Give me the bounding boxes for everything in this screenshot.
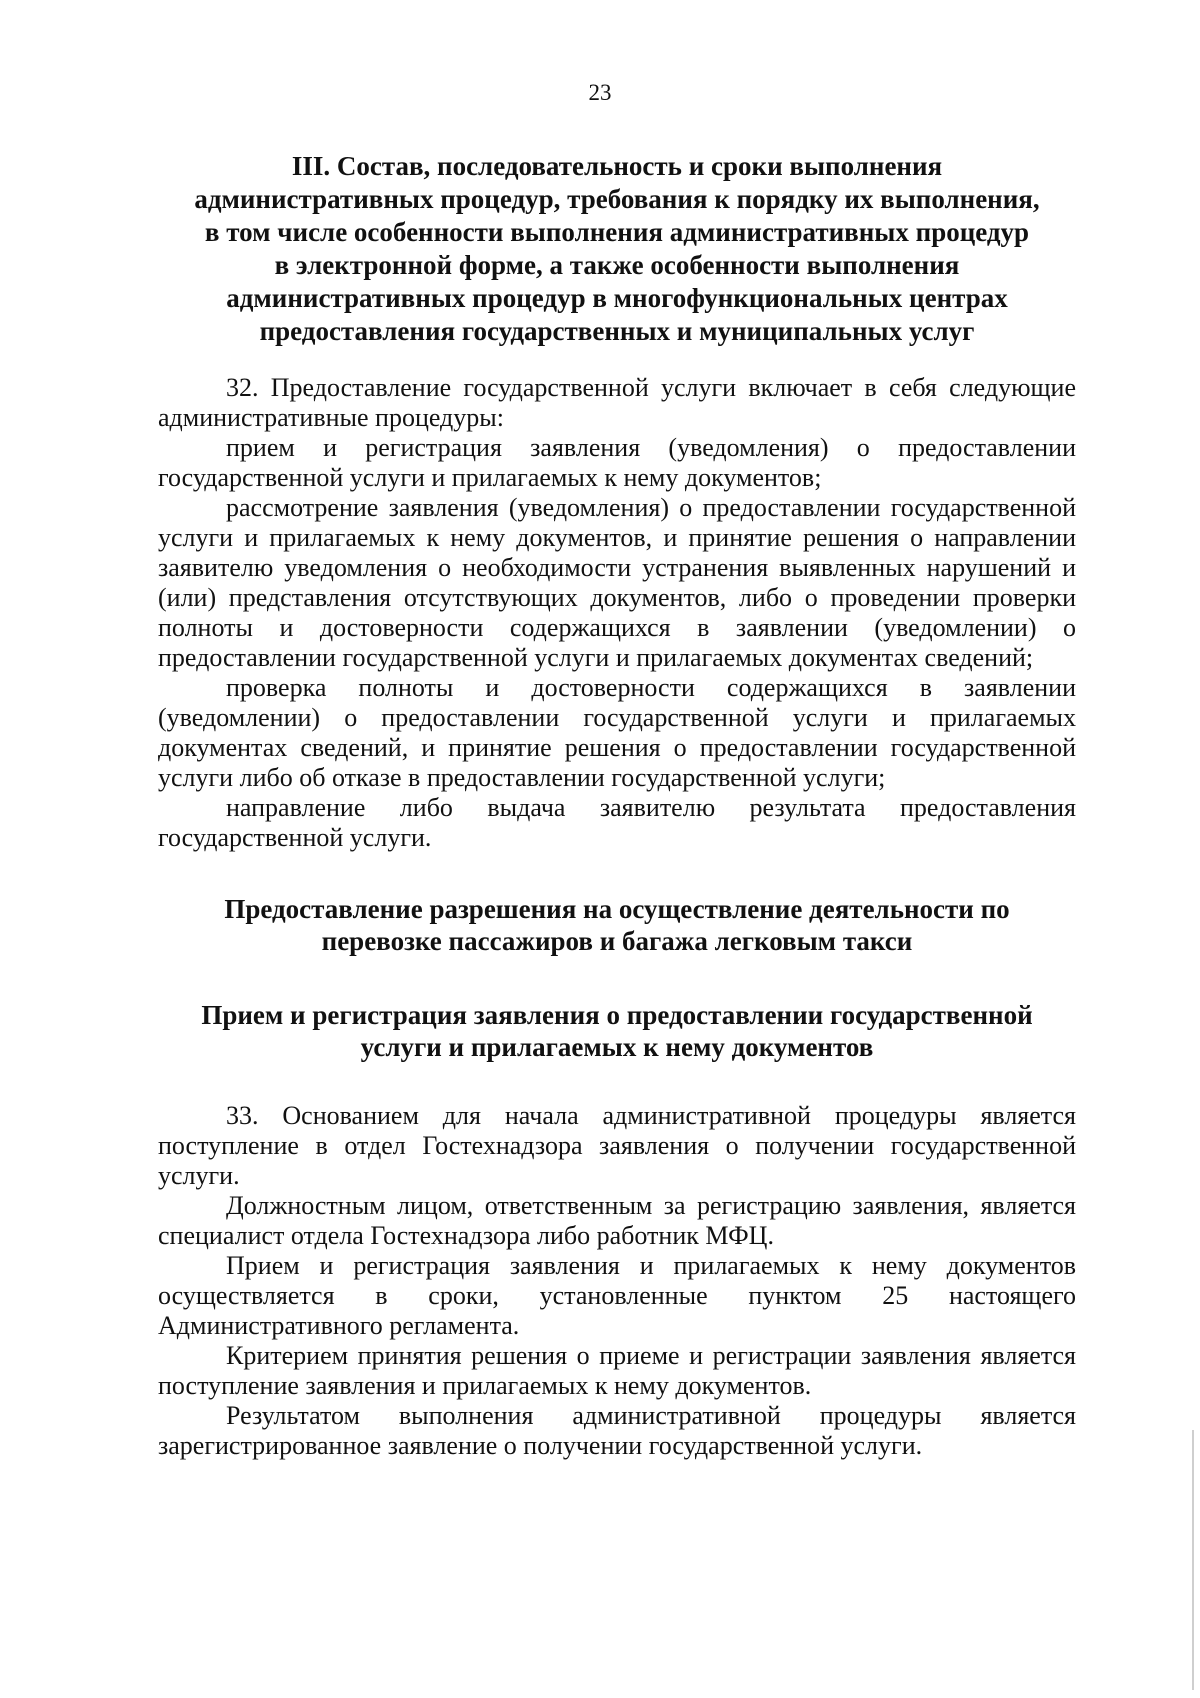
section-title-line: административных процедур, требования к порядку их выполнения, xyxy=(194,184,1040,214)
subsection-title-line: перевозке пассажиров и багажа легковым такси xyxy=(321,926,913,956)
paragraph-32-intro: 32. Предоставление государственной услуги включает в себя следующие административные процедуры: xyxy=(158,373,1076,432)
procedure-item-verification: проверка полноты и достоверности содержащихся в заявлении (уведомлении) о предоставлении государственной услуги и прилагаемых документах сведений, и принятие решения о предоставлении государственной услуги либо об отказе в предоставлении государственной услуги; xyxy=(158,673,1076,792)
subsection-title-taxi xyxy=(158,893,1076,957)
procedure-item-review: рассмотрение заявления (уведомления) о предоставлении государственной услуги и прилагаемых к нему документов, и принятие решения о направлении заявителю уведомления о необходимости устранения выявленных нарушений и (или) представления отсутствующих документов, либо о проведении проверки полноты и достоверности содержащихся в заявлении (уведомлении) о предоставлении государственной услуги и прилагаемых документах сведений; xyxy=(158,493,1076,672)
paragraph-decision-criterion: Критерием принятия решения о приеме и регистрации заявления является поступление заявления и прилагаемых к нему документов. xyxy=(158,1341,1076,1400)
procedure-item-delivery: направление либо выдача заявителю результата предоставления государственной услуги. xyxy=(158,793,1076,852)
section-title xyxy=(158,150,1076,348)
section-title-line: III. Состав, последовательность и сроки выполнения xyxy=(291,151,943,181)
page-number: 23 xyxy=(588,80,612,105)
section-title-line: административных процедур в многофункциональных центрах xyxy=(226,283,1008,313)
paragraph-procedure-result: Результатом выполнения административной процедуры является зарегистрированное заявление о получении государственной услуги. xyxy=(158,1401,1076,1460)
subsection-title-line: Прием и регистрация заявления о предоставлении государственной xyxy=(201,1000,1033,1030)
page-content xyxy=(158,150,1076,1461)
section-title-line: предоставления государственных и муниципальных услуг xyxy=(259,316,975,346)
subsection-title-registration xyxy=(158,999,1076,1063)
procedure-item-reception: прием и регистрация заявления (уведомления) о предоставлении государственной услуги и прилагаемых к нему документов; xyxy=(158,433,1076,492)
subsection-title-line: услуги и прилагаемых к нему документов xyxy=(360,1032,874,1062)
paragraph-responsible-official: Должностным лицом, ответственным за регистрацию заявления, является специалист отдела Гостехнадзора либо работник МФЦ. xyxy=(158,1191,1076,1250)
paragraph-registration-terms: Прием и регистрация заявления и прилагаемых к нему документов осуществляется в сроки, установленные пунктом 25 настоящего Административного регламента. xyxy=(158,1251,1076,1340)
paragraph-33-basis: 33. Основанием для начала административной процедуры является поступление в отдел Гостехнадзора заявления о получении государственной услуги. xyxy=(158,1101,1076,1190)
subsection-title-line: Предоставление разрешения на осуществление деятельности по xyxy=(224,894,1010,924)
scan-edge-line xyxy=(1192,1430,1194,1690)
section-title-line: в том числе особенности выполнения административных процедур xyxy=(204,217,1030,247)
section-title-line: в электронной форме, а также особенности выполнения xyxy=(274,250,960,280)
